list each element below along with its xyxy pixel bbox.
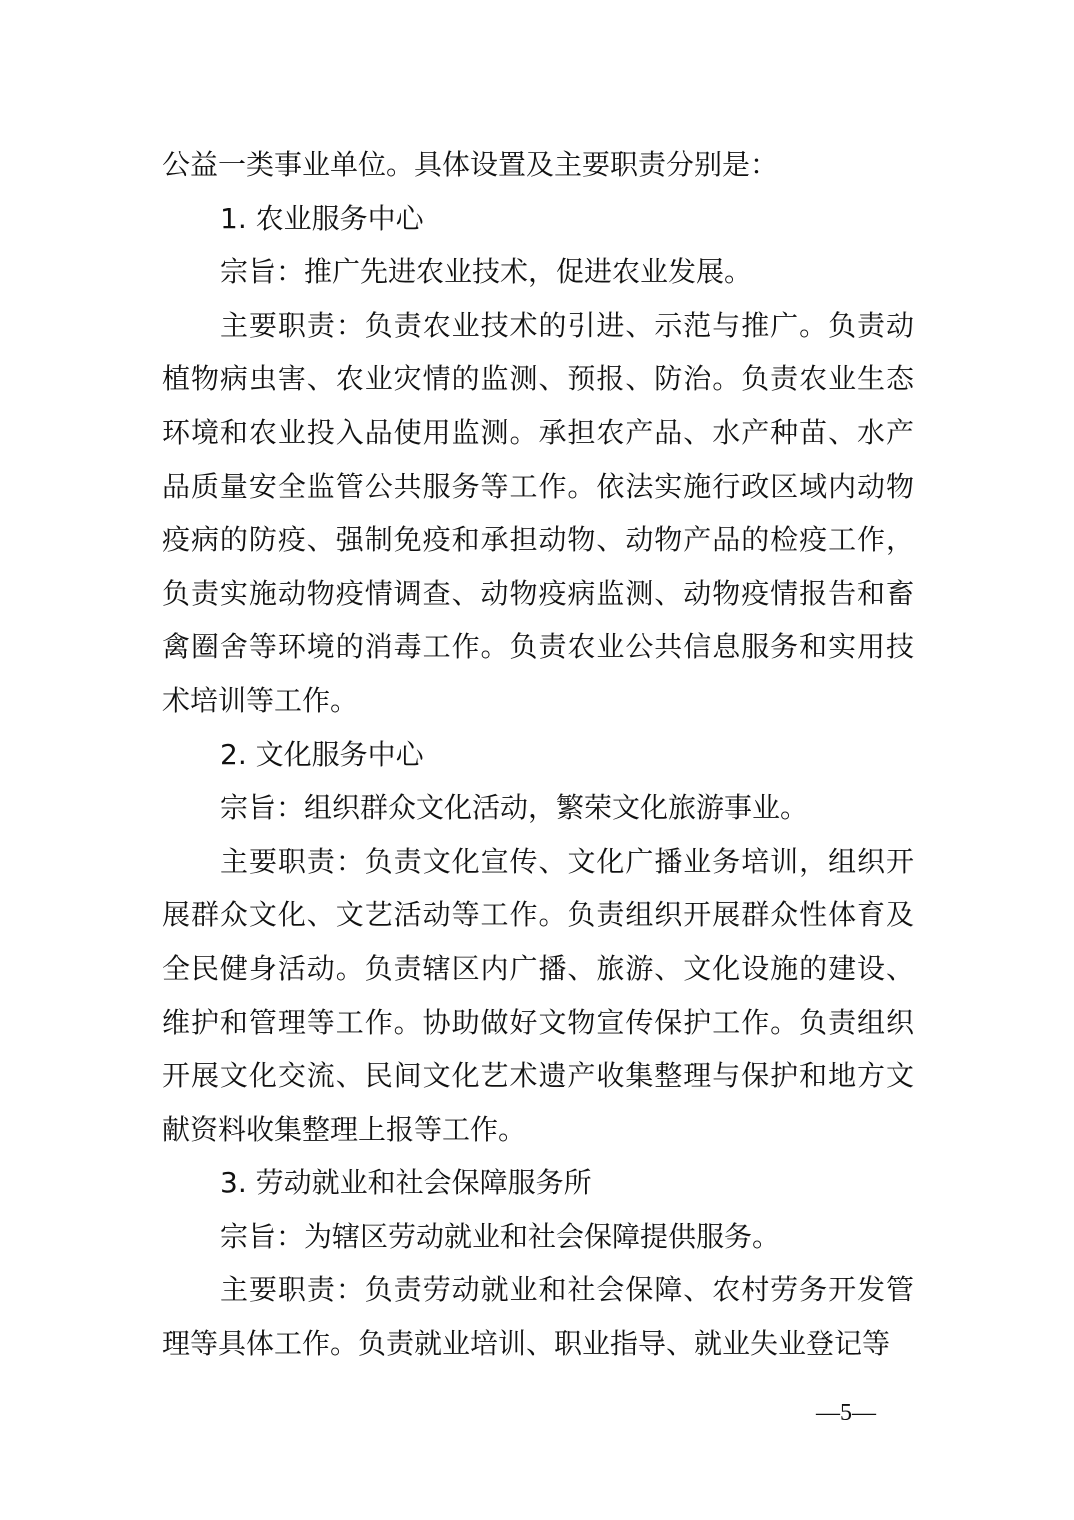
section-heading-labor: 3. 劳动就业和社会保障服务所 xyxy=(220,1166,592,1200)
section-heading-agriculture: 1. 农业服务中心 xyxy=(220,201,424,235)
paragraph-purpose: 宗旨：推广先进农业技术，促进农业发展。 xyxy=(220,255,753,289)
paragraph-duties: 主要职责：负责文化宣传、文化广播业务培训，组织开展群众文化、文艺活动等工作。负责组织开展群众性体育及全民健身活动。负责辖区内广播、旅游、文化设施的建设、维护和管理等工作。协助做好文物宣传保护工作。负责组织开展文化交流、民间文化艺术遗产收集整理与保护和地方文献资料收集整理上报等工作。 xyxy=(162,844,914,1146)
paragraph-duties: 主要职责：负责劳动就业和社会保障、农村劳务开发管理等具体工作。负责就业培训、职业指导、就业失业登记等 xyxy=(162,1273,914,1361)
paragraph: 公益一类事业单位。具体设置及主要职责分别是： xyxy=(162,148,779,181)
paragraph-purpose: 宗旨：组织群众文化活动，繁荣文化旅游事业。 xyxy=(220,791,809,825)
section-heading-culture: 2. 文化服务中心 xyxy=(220,737,424,771)
paragraph-duties: 主要职责：负责农业技术的引进、示范与推广。负责动植物病虫害、农业灾情的监测、预报、防治。负责农业生态环境和农业投入品使用监测。承担农产品、水产种苗、水产品质量安全监管公共服务等工作。依法实施行政区域内动物疫病的防疫、强制免疫和承担动物、动物产品的检疫工作，负责实施动物疫情调查、动物疫病监测、动物疫情报告和畜禽圈舍等环境的消毒工作。负责农业公共信息服务和实用技术培训等工作。 xyxy=(162,308,914,717)
paragraph-purpose: 宗旨：为辖区劳动就业和社会保障提供服务。 xyxy=(220,1219,781,1253)
page-number: —5— xyxy=(816,1400,876,1426)
document-body xyxy=(162,138,914,1371)
